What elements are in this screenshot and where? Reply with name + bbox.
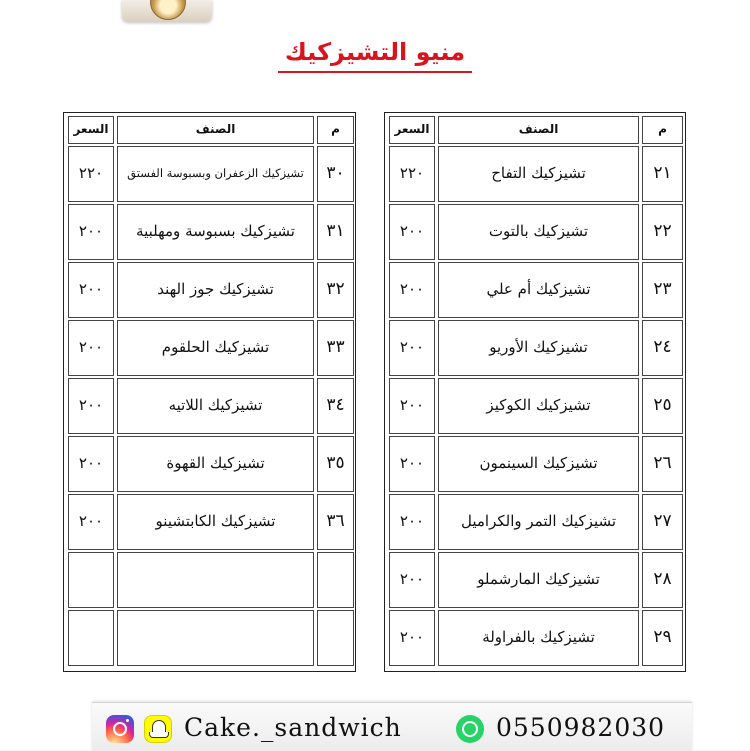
header-item: الصنف	[117, 116, 314, 144]
row-price	[68, 610, 114, 666]
row-price: ٢٠٠	[68, 378, 114, 434]
row-num	[317, 610, 354, 666]
row-num: ٢٩	[642, 610, 683, 666]
row-item: تشيزكيك الأوريو	[438, 320, 639, 376]
row-price: ٢٠٠	[389, 552, 435, 608]
shop-logo	[122, 0, 212, 22]
row-item: تشيزكيك الكابتشينو	[117, 494, 314, 550]
row-item: تشيزكيك التفاح	[438, 146, 639, 202]
row-price: ٢٠٠	[68, 320, 114, 376]
menu-table-right	[384, 112, 686, 672]
row-num: ٢٦	[642, 436, 683, 492]
row-price: ٢٢٠	[68, 146, 114, 202]
row-num: ٣٠	[317, 146, 354, 202]
row-price: ٢٠٠	[389, 494, 435, 550]
row-item: تشيزكيك القهوة	[117, 436, 314, 492]
whatsapp-icon	[456, 715, 484, 743]
row-num: ٣١	[317, 204, 354, 260]
row-item	[117, 552, 314, 608]
instagram-icon	[106, 715, 134, 743]
row-price: ٢٠٠	[389, 610, 435, 666]
row-num: ٢٤	[642, 320, 683, 376]
social-handle: Cake._sandwich	[184, 713, 402, 742]
row-num: ٢٨	[642, 552, 683, 608]
row-num: ٣٤	[317, 378, 354, 434]
row-num: ٢٧	[642, 494, 683, 550]
menu-table-left	[63, 112, 356, 672]
row-item: تشيزكيك اللاتيه	[117, 378, 314, 434]
row-price: ٢٠٠	[68, 262, 114, 318]
row-num: ٢٣	[642, 262, 683, 318]
row-item: تشيزكيك الحلقوم	[117, 320, 314, 376]
row-item: تشيزكيك جوز الهند	[117, 262, 314, 318]
row-price: ٢٢٠	[389, 146, 435, 202]
row-num: ٣٦	[317, 494, 354, 550]
row-num: ٢٥	[642, 378, 683, 434]
row-item	[117, 610, 314, 666]
row-item: تشيزكيك الكوكيز	[438, 378, 639, 434]
contact-footer	[92, 702, 692, 751]
row-num: ٢١	[642, 146, 683, 202]
row-item: تشيزكيك بالتوت	[438, 204, 639, 260]
row-num: ٣٢	[317, 262, 354, 318]
header-num: م	[317, 116, 354, 144]
row-item: تشيزكيك التمر والكراميل	[438, 494, 639, 550]
row-item: تشيزكيك السينمون	[438, 436, 639, 492]
row-price: ٢٠٠	[68, 204, 114, 260]
header-item: الصنف	[438, 116, 639, 144]
snapchat-icon	[144, 715, 172, 743]
row-price	[68, 552, 114, 608]
row-price: ٢٠٠	[389, 436, 435, 492]
row-item: تشيزكيك بسبوسة ومهلبية	[117, 204, 314, 260]
row-price: ٢٠٠	[68, 436, 114, 492]
header-price: السعر	[389, 116, 435, 144]
row-num: ٢٢	[642, 204, 683, 260]
row-item: تشيزكيك المارشملو	[438, 552, 639, 608]
row-price: ٢٠٠	[389, 262, 435, 318]
row-num: ٣٣	[317, 320, 354, 376]
row-price: ٢٠٠	[389, 378, 435, 434]
menu-title: منيو التشيزكيك	[284, 38, 466, 66]
title-underline	[278, 71, 472, 73]
row-price: ٢٠٠	[68, 494, 114, 550]
header-num: م	[642, 116, 683, 144]
row-num: ٣٥	[317, 436, 354, 492]
row-item: تشيزكيك أم علي	[438, 262, 639, 318]
row-price: ٢٠٠	[389, 204, 435, 260]
row-price: ٢٠٠	[389, 320, 435, 376]
row-item: تشيزكيك الزعفران وبسبوسة الفستق	[117, 146, 314, 202]
phone-number: 0550982030	[496, 713, 666, 742]
row-item: تشيزكيك بالفراولة	[438, 610, 639, 666]
header-price: السعر	[68, 116, 114, 144]
row-num	[317, 552, 354, 608]
